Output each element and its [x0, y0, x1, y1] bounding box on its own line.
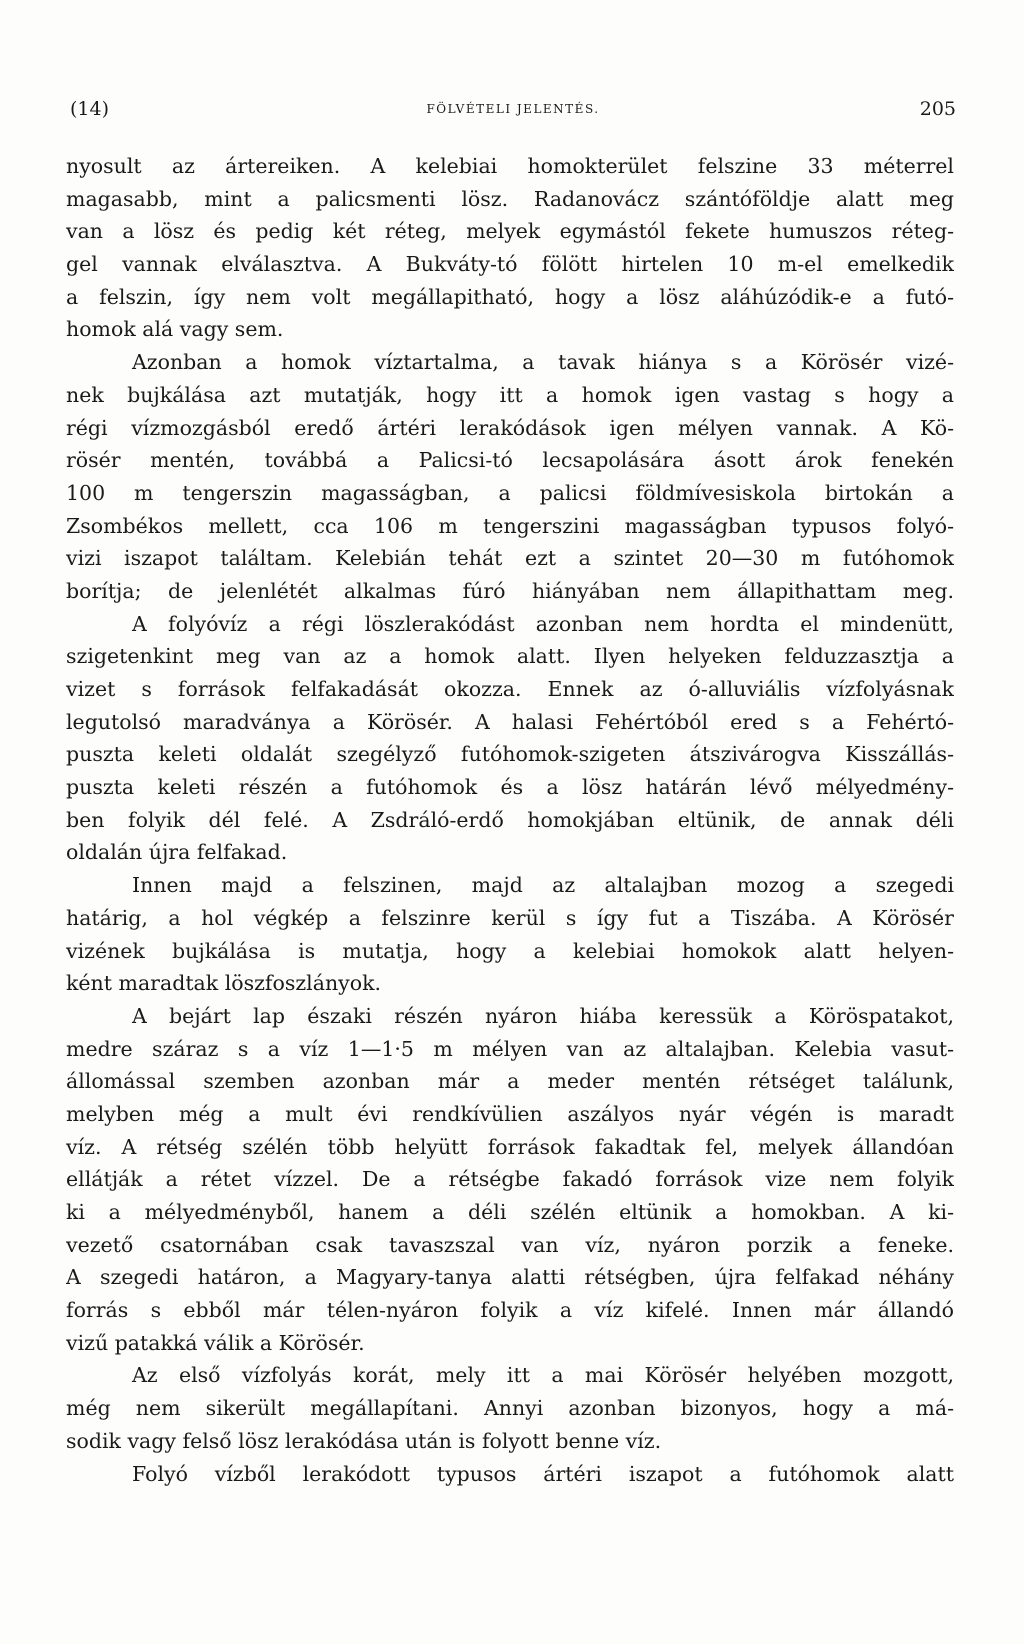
text-line: nek bujkálása azt mutatják, hogy itt a homok igen vastag s hogy a: [66, 382, 954, 407]
text-line: a felszin, így nem volt megállapitható, hogy a lösz aláhúzódik-e a futó-: [66, 284, 954, 309]
text-line: oldalán újra felfakad.: [66, 840, 288, 865]
text-line: legutolsó maradványa a Körösér. A halasi Fehértóból ered s a Fehértó-: [66, 709, 954, 734]
section-number: (14): [70, 98, 110, 120]
text-line: rösér mentén, továbbá a Palicsi-tó lecsapolására ásott árok fenekén: [66, 448, 954, 473]
text-line: vizű patakká válik a Körösér.: [66, 1330, 365, 1355]
text-line: vizi iszapot találtam. Kelebián tehát ezt a szintet 20—30 m futóhomok: [66, 546, 954, 571]
text-line: A bejárt lap északi részén nyáron hiába keressük a Köröspatakot,: [132, 1003, 954, 1028]
text-line: Folyó vízből lerakódott typusos ártéri iszapot a futóhomok alatt: [132, 1461, 954, 1486]
text-line: szigetenkint meg van az a homok alatt. Ilyen helyeken felduzzasztja a: [66, 644, 954, 669]
text-line: ellátják a rétet vízzel. De a rétségbe fakadó források vize nem folyik: [66, 1167, 954, 1192]
text-line: régi vízmozgásból eredő ártéri lerakódások igen mélyen vannak. A Kö-: [66, 415, 954, 440]
text-line: ként maradtak löszfoszlányok.: [66, 971, 382, 996]
text-line: Az első vízfolyás korát, mely itt a mai Körösér helyében mozgott,: [132, 1363, 954, 1388]
text-line: Zsombékos mellett, cca 106 m tengerszini magasságban typusos folyó-: [66, 513, 954, 538]
text-line: van a lösz és pedig két réteg, melyek egymástól fekete humuszos réteg-: [66, 219, 954, 244]
text-line: víz. A rétség szélén több helyütt források fakadtak fel, melyek állandóan: [66, 1134, 954, 1159]
page-number: 205: [919, 98, 956, 120]
text-line: ki a mélyedményből, hanem a déli szélén eltünik a homokban. A ki-: [66, 1200, 954, 1224]
text-line: állomással szemben azonban már a meder mentén rétséget találunk,: [66, 1069, 954, 1094]
text-line: még nem sikerült megállapítani. Annyi azonban bizonyos, hogy a má-: [66, 1396, 954, 1421]
text-line: melyben még a mult évi rendkívülien aszályos nyár végén is maradt: [66, 1101, 954, 1126]
text-line: A folyóvíz a régi löszlerakódást azonban nem hordta el mindenütt,: [132, 611, 954, 636]
text-line: forrás s ebből már télen-nyáron folyik a víz kifelé. Innen már állandó: [66, 1298, 954, 1323]
running-title: FÖLVÉTELI JELENTÉS.: [426, 102, 600, 116]
text-line: 100 m tengerszin magasságban, a palicsi földmívesiskola birtokán a: [66, 480, 954, 505]
text-line: puszta keleti oldalát szegélyző futóhomok-szigeten átszivárogva Kisszállás-: [66, 742, 954, 767]
text-line: sodik vagy felső lösz lerakódása után is folyott benne víz.: [66, 1428, 662, 1453]
text-line: magasabb, mint a palicsmenti lösz. Radanovácz szántóföldje alatt meg: [66, 186, 954, 211]
text-line: vezető csatornában csak tavaszszal van víz, nyáron porzik a feneke.: [66, 1232, 954, 1257]
text-line: Innen majd a felszinen, majd az altalajban mozog a szegedi: [132, 873, 954, 898]
text-line: A szegedi határon, a Magyary-tanya alatti rétségben, újra felfakad néhány: [66, 1265, 954, 1290]
page-header: [70, 98, 956, 122]
text-line: vizének bujkálása is mutatja, hogy a kelebiai homokok alatt helyen-: [66, 938, 954, 963]
text-line: medre száraz s a víz 1—1·5 m mélyen van az altalajban. Kelebia vasut-: [66, 1036, 954, 1061]
text-line: homok alá vagy sem.: [66, 317, 284, 342]
text-line: borítja; de jelenlétét alkalmas fúró hiányában nem állapithattam meg.: [66, 578, 954, 603]
text-line: vizet s források felfakadását okozza. Ennek az ó-alluviális vízfolyásnak: [66, 677, 954, 701]
text-line: nyosult az ártereiken. A kelebiai homokterület felszine 33 méterrel: [66, 154, 954, 178]
text-line: puszta keleti részén a futóhomok és a lösz határán lévő mélyedmény-: [66, 775, 954, 800]
text-line: határig, a hol végkép a felszinre kerül s így fut a Tiszába. A Körösér: [66, 905, 954, 930]
text-line: ben folyik dél felé. A Zsdráló-erdő homokjában eltünik, de annak déli: [66, 807, 954, 832]
body-text: [66, 150, 954, 1490]
text-line: gel vannak elválasztva. A Bukváty-tó fölött hirtelen 10 m-el emelkedik: [66, 252, 954, 277]
text-line: Azonban a homok víztartalma, a tavak hiánya s a Körösér vizé-: [132, 350, 954, 375]
